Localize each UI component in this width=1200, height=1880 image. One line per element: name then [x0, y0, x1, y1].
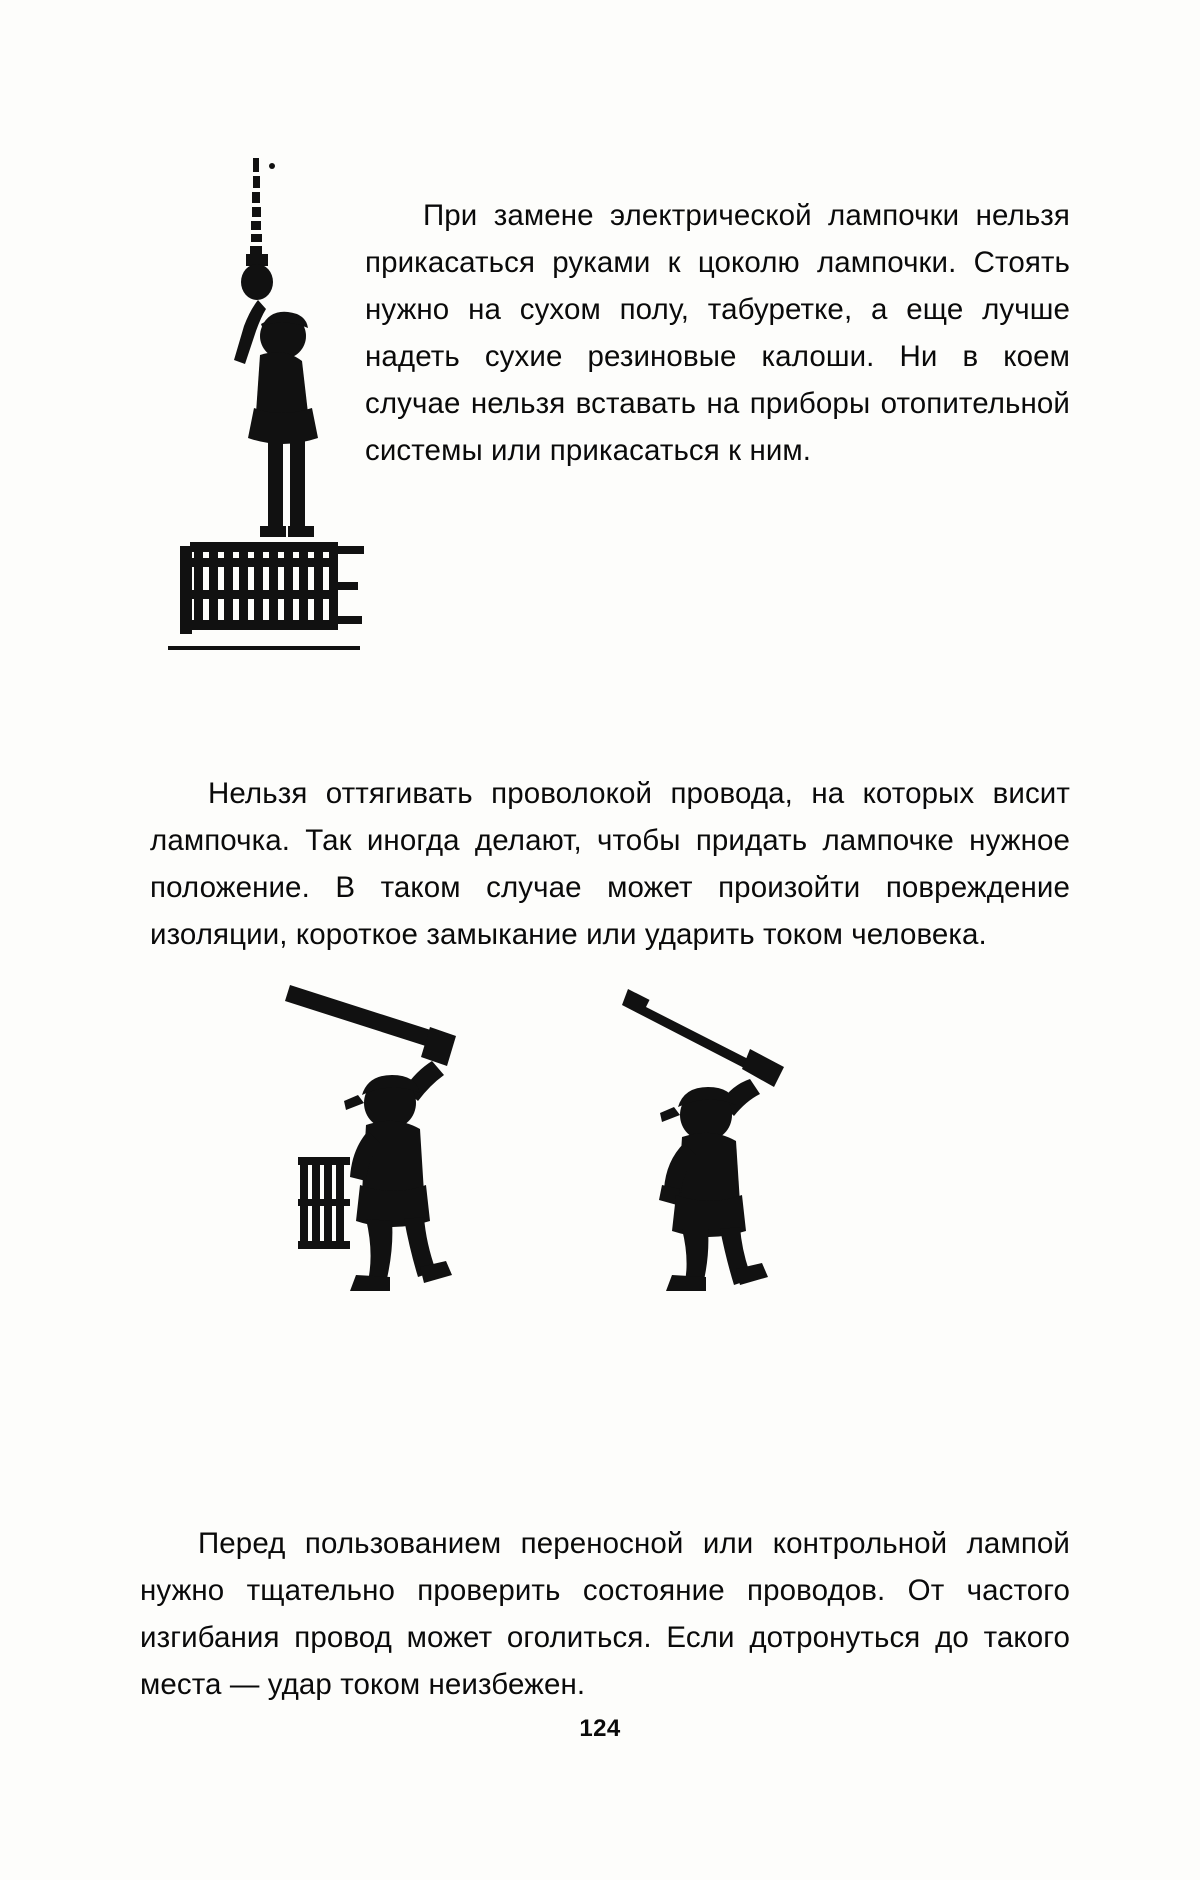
- figure-boy-with-pole: [610, 975, 910, 1295]
- page-number: 124: [579, 1715, 621, 1742]
- figure-boy-with-pole-and-radiator: [280, 975, 580, 1295]
- paragraph-portable-lamp: [140, 1520, 1070, 1708]
- paragraph-bulb-replacement: [365, 192, 1070, 474]
- paragraph-wire-pulling: [150, 770, 1070, 958]
- paragraph-text: Нельзя оттягивать проволокой провода, на которых висит лампочка. Так иногда делают, чтобы придать лампочке нужное положение. В таком случае может произойти повреждение изоляции, короткое замыкание или ударить током человека.: [150, 776, 1070, 951]
- section-bulb-replacement: [150, 150, 1070, 690]
- figure-group-pole-pulling: [280, 975, 920, 1295]
- paragraph-text: При замене электрической лампочки нельзя прикасаться руками к цоколю лампочки. Стоять нужно на сухом полу, табуретке, а еще лучше надеть сухие резиновые калоши. Ни в коем случае нельзя вставать на приборы отопительной системы или прикасаться к ним.: [365, 198, 1070, 467]
- figure-person-on-radiator: [150, 150, 380, 650]
- paragraph-text: Перед пользованием переносной или контрольной лампой нужно тщательно проверить состояние проводов. От частого изгибания провод может оголиться. Если дотронуться до такого места — удар током неизбежен.: [140, 1526, 1070, 1701]
